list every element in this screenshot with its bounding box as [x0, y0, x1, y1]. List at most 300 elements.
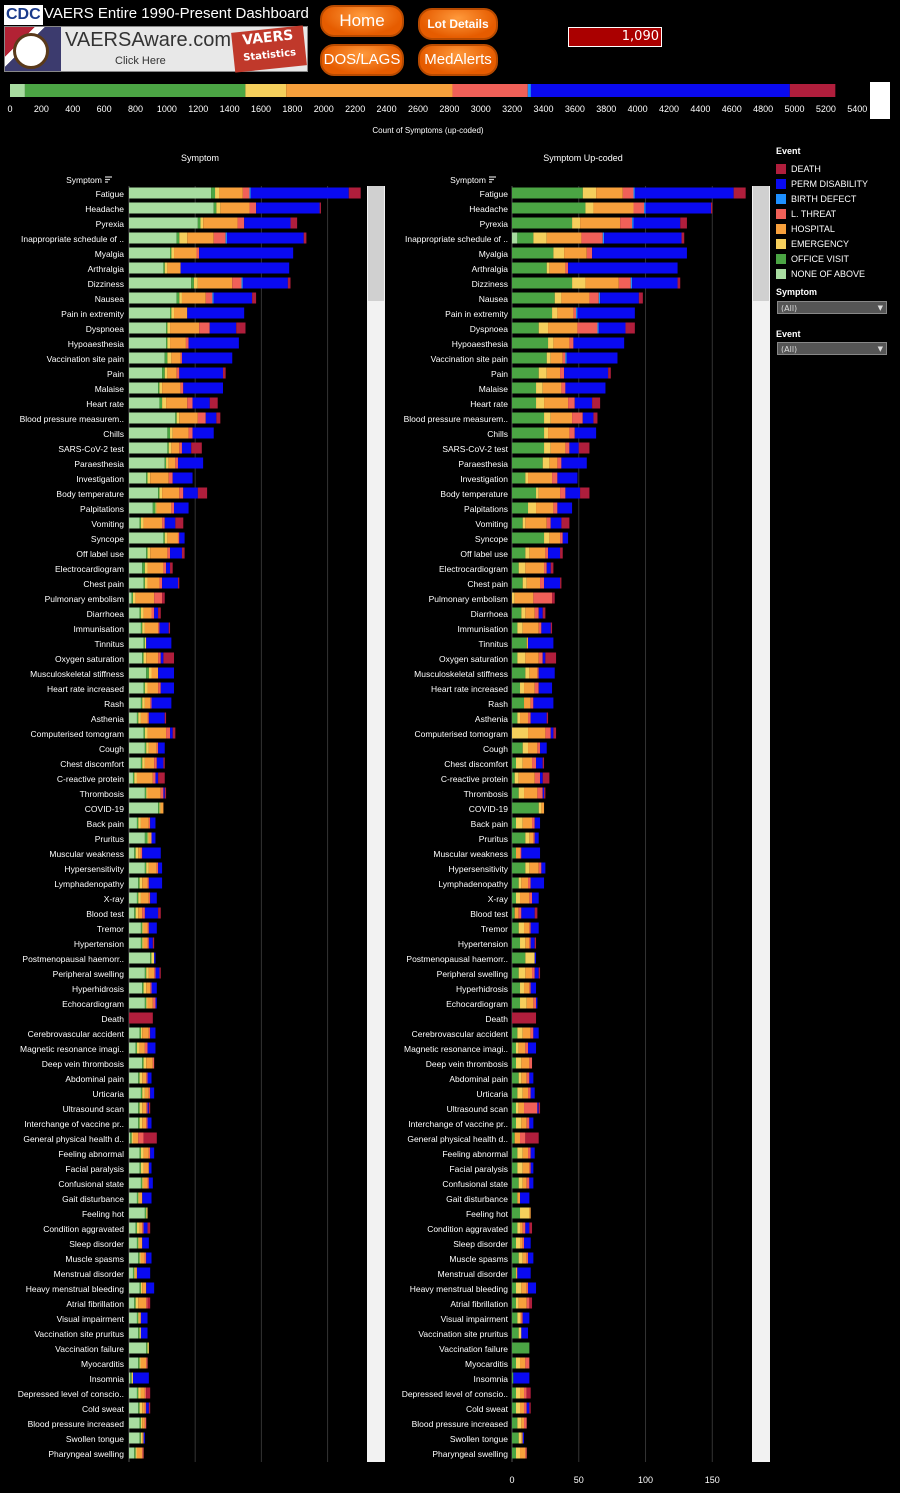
bar-segment [129, 383, 158, 394]
bar-segment [129, 1043, 136, 1054]
bar-segment [129, 788, 145, 799]
bar-segment [179, 488, 183, 499]
medalerts-button[interactable]: MedAlerts [418, 44, 498, 76]
legend-item-death[interactable] [776, 161, 896, 176]
bar-segment [140, 1193, 143, 1204]
bar-segment [145, 1043, 148, 1054]
bar-segment [145, 638, 146, 649]
bar-segment [129, 1433, 140, 1444]
bar-segment [512, 368, 539, 379]
bar-segment [142, 1418, 145, 1429]
bar-segment [129, 368, 162, 379]
bar-segment [166, 728, 170, 739]
bar-segment [145, 833, 148, 844]
bar-segment [531, 923, 539, 934]
bar-segment [129, 1163, 140, 1174]
symptom-label: Gait disturbance [446, 1194, 508, 1204]
bar-segment [544, 413, 551, 424]
bar-segment [563, 533, 568, 544]
bar-segment [512, 623, 517, 634]
bar-segment [141, 1178, 142, 1189]
bar-segment [129, 188, 211, 199]
bar-segment [531, 1163, 534, 1174]
bar-segment [236, 323, 245, 334]
bar-segment [129, 458, 165, 469]
symptom-label: Heart rate [470, 399, 508, 409]
bar-segment [539, 863, 542, 874]
bar-segment [516, 1283, 521, 1294]
bar-segment [529, 1223, 532, 1234]
bar-segment [177, 233, 180, 244]
bar-segment [140, 1418, 141, 1429]
bar-segment [141, 923, 142, 934]
bar-segment [146, 1388, 150, 1399]
bar-segment [142, 923, 143, 934]
symptom-label: Inappropriate schedule of .. [20, 234, 124, 244]
bar-segment [680, 218, 687, 229]
bar-segment [512, 353, 547, 364]
bar-segment [129, 293, 177, 304]
legend-item-birth-defect[interactable] [776, 191, 896, 206]
symptom-label: Echocardiogram [62, 999, 124, 1009]
bar-segment [560, 548, 563, 559]
bar-segment [136, 848, 139, 859]
bar-segment [140, 1328, 141, 1339]
bar-segment [162, 398, 166, 409]
scrollbar-thumb [753, 186, 769, 301]
bar-segment [167, 263, 180, 274]
bar-segment [520, 1133, 525, 1144]
bar-segment [198, 278, 232, 289]
bar-segment [524, 923, 529, 934]
bar-segment [145, 578, 148, 589]
bar-segment [631, 278, 632, 289]
bar-segment [527, 578, 540, 589]
bar-segment [134, 908, 135, 919]
bar-segment [608, 368, 611, 379]
symptom-label: Inappropriate schedule of .. [404, 234, 508, 244]
bar-segment [238, 218, 245, 229]
bar-segment [138, 1253, 139, 1264]
bar-segment [129, 1373, 130, 1384]
legend-label: DEATH [791, 163, 821, 174]
bar-segment [158, 803, 159, 814]
bar-segment [599, 293, 600, 304]
symptom-label: Vaccination site pain [46, 354, 124, 364]
bar-segment [161, 788, 164, 799]
legend-item-perm-disability[interactable] [776, 176, 896, 191]
bar-segment [527, 1073, 530, 1084]
bar-segment [520, 1238, 523, 1249]
bar-segment [150, 893, 157, 904]
bar-segment [512, 1073, 519, 1084]
bar-segment [532, 893, 539, 904]
bar-segment [129, 1088, 141, 1099]
legend-item-l-threat[interactable] [776, 206, 896, 221]
bar-segment [512, 188, 583, 199]
panel-title: Symptom [180, 153, 220, 163]
bar-segment [141, 1313, 148, 1324]
symptom-label: Computerised tomogram [30, 729, 124, 739]
top-axis-tick-label: 3400 [533, 104, 554, 114]
bar-segment [521, 1433, 522, 1444]
bar-segment [145, 728, 148, 739]
bar-segment [625, 323, 634, 334]
bar-segment [175, 458, 178, 469]
bar-segment [170, 308, 171, 319]
bar-segment [141, 713, 148, 724]
bar-segment [145, 1088, 149, 1099]
bar-segment [159, 488, 162, 499]
bar-segment [155, 503, 156, 514]
bar-segment [548, 323, 577, 334]
bar-segment [577, 308, 634, 319]
bar-segment [144, 653, 147, 664]
bar-segment [529, 833, 533, 844]
symptom-label: Visual impairment [56, 1314, 124, 1324]
bar-segment [551, 563, 554, 574]
bar-segment [593, 203, 633, 214]
bar-segment [520, 1403, 524, 1414]
bar-segment [134, 1268, 135, 1279]
bar-segment [158, 383, 159, 394]
bar-segment [512, 1223, 517, 1234]
bar-segment [529, 1073, 533, 1084]
bar-segment [166, 338, 167, 349]
bar-segment [178, 578, 179, 589]
bar-segment [210, 323, 236, 334]
symptom-label: Dyspnoea [469, 324, 508, 334]
bar-segment [634, 203, 645, 214]
bar-segment [520, 683, 524, 694]
bar-segment [129, 248, 170, 259]
bar-segment [145, 908, 158, 919]
bar-segment [167, 353, 171, 364]
symptom-label: Thrombosis [79, 789, 124, 799]
bar-segment [519, 1178, 523, 1189]
sort-icon [489, 177, 496, 182]
bar-segment [512, 518, 523, 529]
bar-segment [154, 953, 155, 964]
symptom-label: Condition aggravated [427, 1224, 508, 1234]
dos-lags-button[interactable]: DOS/LAGS [320, 44, 404, 76]
bar-segment [158, 608, 161, 619]
bar-segment [528, 878, 531, 889]
bar-segment [150, 1028, 155, 1039]
symptom-label: Gait disturbance [62, 1194, 124, 1204]
x-axis-tick-label: 50 [573, 1475, 584, 1485]
bar-segment [146, 1358, 147, 1369]
bar-segment [140, 518, 141, 529]
bar-segment [520, 1208, 529, 1219]
symptom-label: Tremor [96, 924, 124, 934]
bar-segment [256, 203, 320, 214]
symptom-column-header: Symptom [450, 175, 486, 185]
symptom-label: Headache [85, 204, 124, 214]
bar-segment [129, 323, 166, 334]
legend-item-hospital[interactable] [776, 221, 896, 236]
bar-segment [646, 203, 711, 214]
bar-segment [536, 998, 537, 1009]
symptom-label: Electrocardiogram [55, 564, 124, 574]
bar-segment [140, 878, 143, 889]
bar-segment [149, 1403, 150, 1414]
bar-segment [137, 893, 138, 904]
bar-segment [187, 233, 213, 244]
bar-segment [512, 773, 515, 784]
bar-segment [159, 383, 162, 394]
bar-segment [138, 878, 139, 889]
symptom-label: Condition aggravated [43, 1224, 124, 1234]
bar-segment [565, 353, 566, 364]
bar-segment [512, 968, 519, 979]
symptom-label: X-ray [103, 894, 124, 904]
bar-segment [142, 878, 147, 889]
bar-segment [214, 203, 217, 214]
bar-segment [512, 1238, 516, 1249]
symptom-label: Tinnitus [478, 639, 508, 649]
bar-segment [145, 863, 146, 874]
bar-segment [619, 278, 631, 289]
bar-segment [536, 488, 539, 499]
bar-segment [138, 1193, 139, 1204]
bar-segment [512, 908, 515, 919]
symptom-label: Facial paralysis [449, 1164, 508, 1174]
bar-segment [144, 938, 148, 949]
bar-segment [541, 623, 550, 634]
top-bar-segment [790, 84, 836, 97]
symptom-label: Myalgia [478, 249, 508, 259]
bar-segment [162, 578, 178, 589]
bar-segment [138, 1103, 139, 1114]
bar-segment [512, 1298, 516, 1309]
bar-segment [512, 878, 519, 889]
bar-segment [569, 338, 573, 349]
bar-segment [141, 1163, 144, 1174]
symptom-label: Palpitations [464, 504, 508, 514]
symptom-label: Ultrasound scan [62, 1104, 124, 1114]
bar-segment [152, 668, 159, 679]
bar-segment [140, 1313, 141, 1324]
bar-segment [142, 938, 143, 949]
bar-segment [520, 1223, 523, 1234]
symptom-label: Rash [488, 699, 508, 709]
bar-segment [529, 923, 530, 934]
bar-segment [133, 593, 136, 604]
bar-segment [527, 998, 534, 1009]
bar-segment [569, 443, 578, 454]
bar-segment [536, 503, 553, 514]
bar-segment [161, 803, 164, 814]
symptom-label: Investigation [460, 474, 508, 484]
symptom-label: Postmenopausal haemorr.. [22, 954, 124, 964]
bar-segment [573, 338, 624, 349]
bar-segment [551, 353, 563, 364]
bar-segment [565, 488, 580, 499]
bar-segment [165, 458, 166, 469]
bar-segment [520, 848, 521, 859]
symptom-label: Blood test [86, 909, 124, 919]
bar-segment [512, 728, 528, 739]
bar-segment [210, 398, 218, 409]
symptom-label: Nausea [94, 294, 124, 304]
bar-segment [533, 698, 553, 709]
bar-segment [129, 683, 144, 694]
bar-segment [129, 533, 163, 544]
bar-segment [129, 818, 137, 829]
symptom-label: Oxygen saturation [55, 654, 124, 664]
bar-segment [525, 1358, 529, 1369]
lot-details-button[interactable]: Lot Details [418, 8, 498, 40]
bar-segment [516, 1298, 519, 1309]
symptom-label: Visual impairment [440, 1314, 508, 1324]
symptom-filter-dropdown[interactable] [777, 301, 887, 314]
bar-segment [523, 1238, 524, 1249]
symptom-label: Back pain [470, 819, 508, 829]
bar-segment [519, 788, 524, 799]
bar-segment [577, 323, 597, 334]
top-axis-tick-label: 3000 [470, 104, 491, 114]
bar-segment [512, 203, 585, 214]
symptom-label: Urticaria [92, 1089, 124, 1099]
bar-segment [512, 863, 525, 874]
bar-segment [535, 773, 540, 784]
bar-segment [140, 1103, 143, 1114]
bar-segment [170, 248, 171, 259]
event-filter-dropdown[interactable] [777, 342, 887, 355]
bar-segment [525, 1448, 526, 1459]
bar-segment [572, 278, 585, 289]
bar-segment [226, 233, 227, 244]
bar-segment [162, 488, 179, 499]
bar-segment [158, 863, 162, 874]
banner-site-name: VAERSAware.com [65, 29, 231, 51]
top-axis-tick-label: 2600 [407, 104, 428, 114]
legend-swatch [776, 164, 786, 174]
bar-segment [129, 1418, 140, 1429]
bar-segment [523, 1163, 530, 1174]
symptom-label: Depressed level of conscio.. [17, 1389, 124, 1399]
bar-segment [167, 443, 168, 454]
bar-segment [512, 803, 539, 814]
bar-segment [138, 1133, 143, 1144]
bar-segment [148, 878, 149, 889]
bar-segment [144, 1178, 148, 1189]
symptom-label: Dyspnoea [85, 324, 124, 334]
bar-segment [129, 938, 141, 949]
top-axis-tick-label: 0 [7, 104, 13, 114]
bar-segment [551, 443, 566, 454]
bar-segment [251, 188, 349, 199]
bar-segment [144, 1163, 149, 1174]
bar-segment [519, 1043, 526, 1054]
bar-segment [520, 1313, 521, 1324]
bar-segment [548, 428, 569, 439]
legend-item-office-visit[interactable] [776, 251, 896, 266]
symptom-label: Vaccination site pruritus [418, 1329, 508, 1339]
bar-segment [129, 1208, 145, 1219]
bar-segment [162, 368, 165, 379]
bar-segment [129, 848, 134, 859]
legend-item-none-of-above[interactable] [776, 266, 896, 281]
bar-segment [144, 518, 163, 529]
bar-segment [141, 758, 142, 769]
bar-segment [540, 773, 543, 784]
bar-segment [539, 1103, 540, 1114]
bar-segment [166, 398, 187, 409]
bar-segment [603, 233, 604, 244]
bar-segment [528, 638, 553, 649]
bar-segment [349, 188, 361, 199]
legend-item-emergency[interactable] [776, 236, 896, 251]
bar-segment [519, 923, 524, 934]
bar-segment [173, 428, 189, 439]
symptom-label: Myalgia [94, 249, 124, 259]
legend-label: HOSPITAL [791, 223, 835, 234]
bar-segment [144, 923, 148, 934]
event-legend [776, 146, 896, 281]
legend-label: PERM DISABILITY [791, 178, 869, 189]
bar-segment [159, 968, 160, 979]
bar-segment [153, 773, 156, 784]
bar-segment [216, 203, 220, 214]
symptom-label: Ultrasound scan [446, 1104, 508, 1114]
bar-segment [179, 443, 182, 454]
bar-segment [129, 1403, 138, 1414]
symptom-label: C-reactive protein [56, 774, 124, 784]
bar-segment [519, 1253, 523, 1264]
bar-segment [525, 938, 529, 949]
bar-segment [129, 1193, 137, 1204]
bar-segment [528, 473, 552, 484]
bar-segment [140, 1433, 141, 1444]
bar-segment [158, 623, 159, 634]
symptom-label: Heavy menstrual bleeding [409, 1284, 508, 1294]
bar-segment [136, 908, 139, 919]
legend-swatch [776, 224, 786, 234]
bar-segment [178, 533, 179, 544]
legend-swatch [776, 179, 786, 189]
symptom-label: Menstrual disorder [437, 1269, 508, 1279]
bar-segment [535, 938, 536, 949]
bar-segment [142, 698, 145, 709]
bar-segment [512, 653, 517, 664]
panel-title: Symptom Up-coded [543, 153, 623, 163]
bar-segment [528, 503, 536, 514]
bar-segment [129, 953, 150, 964]
bar-segment [512, 533, 544, 544]
bar-segment [223, 368, 226, 379]
bar-segment [517, 1418, 521, 1429]
home-button[interactable]: Home [320, 5, 404, 37]
symptom-label: Heart rate increased [46, 684, 124, 694]
bar-segment [152, 608, 155, 619]
bar-segment [525, 608, 534, 619]
bar-segment [288, 278, 291, 289]
bar-segment [512, 1133, 515, 1144]
bar-segment [149, 1178, 153, 1189]
top-axis-tick-label: 2200 [345, 104, 366, 114]
bar-segment [521, 908, 534, 919]
bar-segment [138, 1118, 139, 1129]
bar-segment [146, 1073, 147, 1084]
bar-segment [140, 1028, 141, 1039]
bar-segment [158, 908, 161, 919]
top-axis-tick-label: 2400 [376, 104, 397, 114]
legend-label: NONE OF ABOVE [791, 268, 866, 279]
bar-segment [532, 818, 535, 829]
symptom-label: Sleep disorder [453, 1239, 508, 1249]
